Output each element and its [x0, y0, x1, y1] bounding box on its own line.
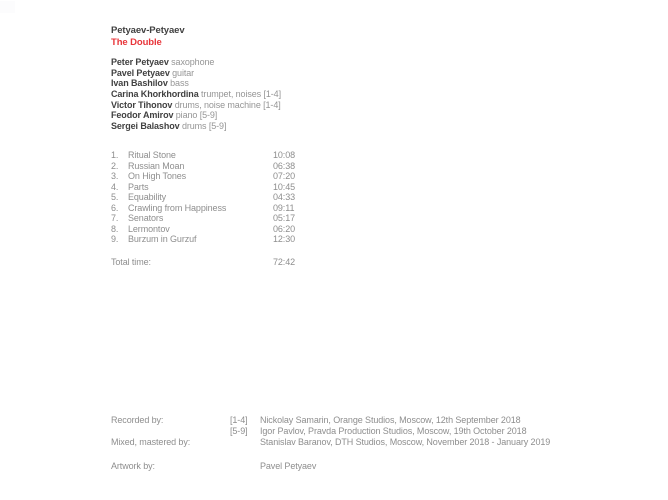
track-title: Burzum in Gurzuf	[128, 234, 197, 245]
track-number: 1.	[111, 150, 119, 160]
track-time: 05:17	[273, 213, 296, 224]
credits-block	[111, 415, 550, 447]
track-row	[111, 224, 295, 235]
album-header	[111, 25, 185, 49]
total-time-row	[111, 257, 295, 268]
musician-role: drums, noise machine [1-4]	[174, 99, 281, 110]
track-time: 04:33	[273, 192, 296, 203]
track-title: On High Tones	[128, 171, 187, 182]
track-time: 09:11	[273, 202, 295, 213]
track-list	[111, 150, 295, 245]
track-row	[111, 192, 295, 203]
musician-name: Pavel Petyaev	[111, 67, 170, 78]
credit-track-ref: [5-9]	[230, 425, 248, 436]
personnel-row	[111, 110, 281, 121]
track-number: 2.	[111, 160, 119, 171]
track-title: Crawling from Happiness	[128, 202, 227, 213]
track-title: Parts	[128, 181, 149, 192]
personnel-row	[111, 57, 281, 68]
personnel-row	[111, 68, 281, 79]
credit-row	[111, 437, 550, 448]
track-row	[111, 182, 295, 193]
track-time: 10:08	[273, 150, 296, 160]
credit-row	[111, 426, 550, 437]
corner-artifact	[0, 1, 15, 13]
album-title: The Double	[111, 36, 162, 48]
track-time: 06:38	[273, 160, 296, 171]
track-time: 12:30	[273, 234, 296, 245]
credit-label	[111, 426, 230, 437]
track-row	[111, 203, 295, 214]
credit-label: Recorded by:	[111, 415, 164, 425]
personnel-row	[111, 89, 281, 100]
credit-track-ref: [1-4]	[230, 415, 248, 425]
track-time: 07:20	[273, 171, 296, 182]
credit-text: Stanislav Baranov, DTH Studios, Moscow, November 2018 - January 2019	[260, 436, 551, 447]
track-number: 9.	[111, 234, 119, 245]
artist-name: Petyaev-Petyaev	[111, 25, 185, 36]
personnel-row	[111, 121, 281, 132]
musician-name: Peter Petyaev	[111, 57, 169, 67]
musician-role: guitar	[172, 67, 195, 78]
personnel-row	[111, 100, 281, 111]
track-title: Senators	[128, 213, 164, 224]
track-row	[111, 171, 295, 182]
track-number: 7.	[111, 213, 119, 224]
musician-name: Feodor Amirov	[111, 110, 174, 121]
artwork-credit-row	[111, 461, 316, 472]
musician-role: drums [5-9]	[181, 120, 227, 131]
track-number: 8.	[111, 223, 119, 234]
track-number: 5.	[111, 192, 119, 203]
musician-name: Ivan Bashilov	[111, 78, 168, 89]
track-row	[111, 150, 295, 161]
track-title: Russian Moan	[128, 160, 185, 171]
personnel-row	[111, 78, 281, 89]
musician-name: Carina Khorkhordina	[111, 88, 199, 99]
musician-role: piano [5-9]	[175, 110, 218, 121]
musician-name: Sergei Balashov	[111, 120, 180, 131]
musician-name: Victor Tihonov	[111, 99, 173, 110]
credit-row	[111, 415, 550, 426]
credit-label: Artwork by:	[111, 461, 155, 471]
track-title: Equability	[128, 192, 167, 203]
credit-row	[111, 461, 316, 472]
credit-track-ref	[230, 461, 260, 472]
track-row	[111, 161, 295, 172]
track-time: 10:45	[273, 181, 296, 192]
credit-text: Pavel Petyaev	[260, 461, 317, 471]
credit-text: Igor Pavlov, Pravda Production Studios, Moscow, 19th October 2018	[260, 425, 527, 436]
musician-role: bass	[170, 78, 189, 89]
personnel-list	[111, 57, 281, 132]
total-time-value: 72:42	[273, 257, 296, 267]
credit-track-ref	[230, 437, 260, 448]
musician-role: trumpet, noises [1-4]	[201, 88, 281, 99]
track-number: 4.	[111, 181, 119, 192]
track-row	[111, 234, 295, 245]
track-number: 6.	[111, 202, 119, 213]
credit-text: Nickolay Samarin, Orange Studios, Moscow, 12th September 2018	[260, 415, 521, 425]
musician-role: saxophone	[171, 57, 215, 67]
track-title: Ritual Stone	[128, 150, 176, 160]
credit-label: Mixed, mastered by:	[111, 436, 191, 447]
track-row	[111, 213, 295, 224]
track-number: 3.	[111, 171, 119, 182]
track-title: Lermontov	[128, 223, 170, 234]
total-time-label: Total time:	[111, 257, 151, 267]
track-time: 06:20	[273, 223, 296, 234]
